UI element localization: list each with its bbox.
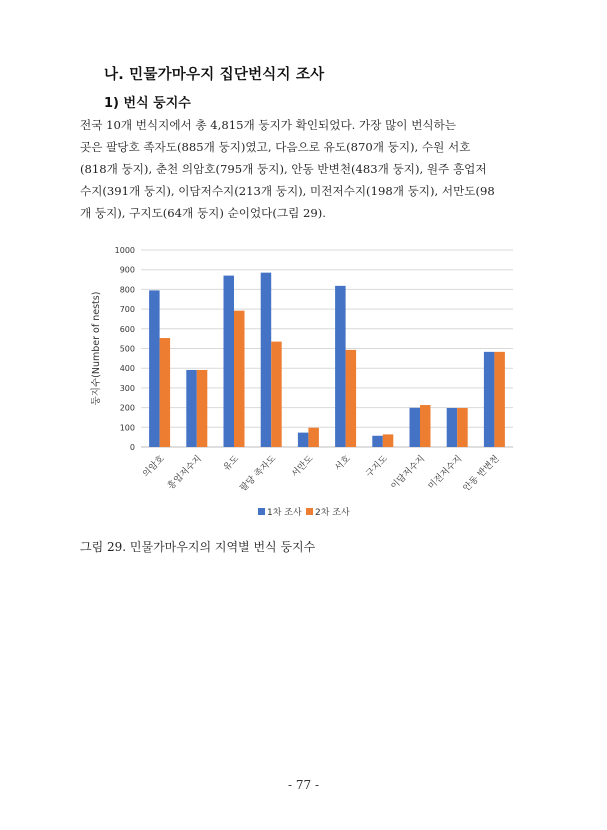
x-tick-label: 구지도	[364, 454, 390, 480]
bar-survey2	[420, 405, 431, 447]
x-tick-label: 서만도	[289, 454, 316, 480]
paragraph-line: 수지(391개 둥지), 이담저수지(213개 둥지), 미전저수지(198개 둥지), 서만도(98	[80, 184, 495, 198]
bar-survey1	[261, 273, 272, 447]
paragraph-line: 전국 10개 번식지에서 총 4,815개 둥지가 확인되었다. 가장 많이 번식하는	[80, 118, 456, 132]
bar-survey1	[186, 370, 197, 447]
y-tick-label: 0	[129, 443, 135, 452]
bar-survey1	[447, 408, 458, 447]
y-tick-label: 600	[119, 324, 135, 334]
y-tick-label: 400	[119, 364, 135, 374]
figure-caption: 그림 29. 민물가마우지의 지역별 번식 둥지수	[80, 540, 316, 554]
x-tick-label: 이담저수지	[389, 454, 428, 492]
bar-survey1	[149, 290, 160, 447]
bar-survey2	[346, 350, 357, 447]
legend-swatch	[258, 508, 265, 515]
bar-survey2	[494, 352, 505, 447]
bar-survey1	[335, 286, 346, 447]
subsection-title: 1) 번식 둥지수	[104, 96, 191, 111]
x-tick-label: 팔당 족자도	[238, 454, 279, 494]
bar-survey1	[484, 352, 495, 447]
paragraph-line: 개 둥지), 구지도(64개 둥지) 순이었다(그림 29).	[80, 206, 326, 220]
section-title: 나. 민물가마우지 집단번식지 조사	[104, 67, 325, 83]
x-tick-label: 안동 반변천	[461, 454, 502, 494]
bar-survey2	[197, 370, 208, 447]
bar-survey2	[383, 434, 394, 447]
bar-survey1	[410, 408, 421, 447]
y-tick-label: 1000	[114, 246, 135, 255]
paragraph-line: 곳은 팔당호 족자도(885개 둥지)였고, 다음으로 유도(870개 둥지), 수원 서호	[80, 140, 471, 154]
x-tick-label: 서호	[333, 454, 353, 474]
y-tick-label: 200	[119, 403, 135, 413]
x-tick-label: 미전저수지	[426, 454, 465, 492]
y-tick-label: 500	[119, 344, 135, 354]
bar-survey1	[372, 436, 383, 447]
bar-survey2	[234, 311, 245, 447]
page-number: - 77 -	[287, 778, 319, 792]
x-tick-label: 의암호	[141, 454, 167, 480]
y-tick-label: 900	[119, 265, 135, 275]
bar-survey2	[271, 342, 282, 447]
legend-label: 2차 조사	[315, 508, 350, 518]
bar-survey2	[160, 338, 171, 447]
x-tick-label: 흥업저수지	[166, 454, 204, 492]
bar-survey1	[298, 433, 309, 447]
paragraph-line: (818개 둥지), 춘천 의암호(795개 둥지), 안동 반변천(483개 둥지), 원주 흥업저	[80, 162, 487, 176]
bar-survey2	[308, 428, 319, 447]
y-tick-label: 100	[119, 423, 135, 433]
y-axis-title: 둥지수(Number of nests)	[91, 291, 102, 406]
y-tick-label: 800	[119, 285, 135, 295]
y-tick-label: 700	[119, 305, 135, 315]
bar-survey2	[457, 408, 468, 447]
y-tick-label: 300	[119, 383, 135, 393]
legend-swatch	[306, 508, 313, 515]
bar-survey1	[224, 276, 235, 447]
legend-label: 1차 조사	[267, 508, 302, 518]
x-tick-label: 유도	[221, 454, 242, 474]
